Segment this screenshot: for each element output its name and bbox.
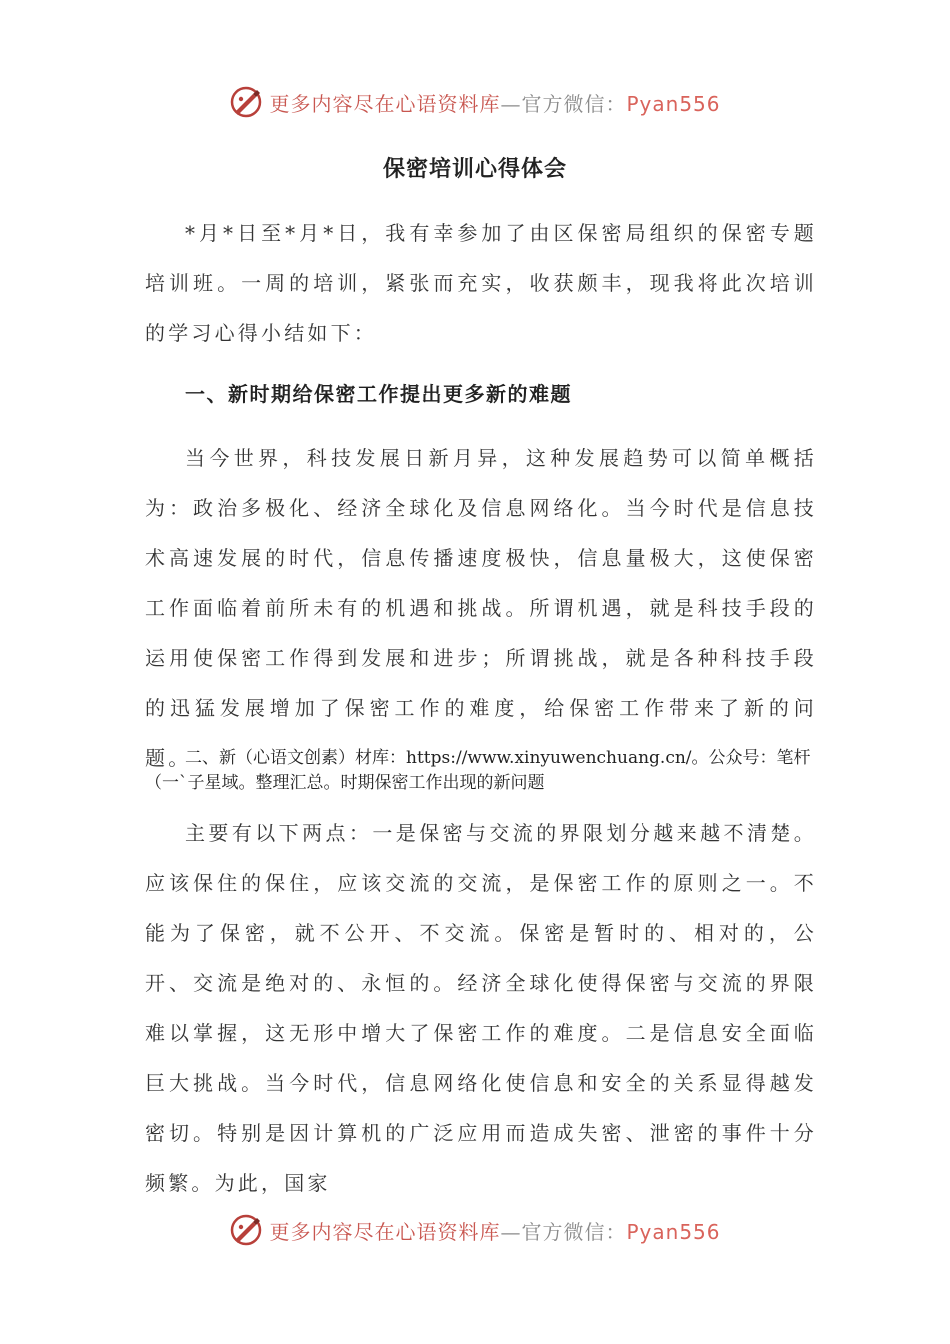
watermark-text (269, 1216, 720, 1245)
watermark-banner-bottom (0, 1210, 950, 1250)
watermark-main: 更多内容尽在心语资料库 (269, 1219, 501, 1244)
pen-logo-icon (229, 1213, 263, 1247)
pen-logo-icon (229, 85, 263, 119)
watermark-wechat-label: 官方微信： (521, 1219, 627, 1244)
section1-heading: 一、新时期给保密工作提出更多新的难题 (185, 382, 572, 406)
watermark-text (269, 88, 720, 117)
watermark-wechat-id: Pyan556 (626, 91, 721, 116)
watermark-separator: — (500, 1219, 522, 1244)
watermark-banner-top (0, 82, 950, 122)
watermark-wechat-id: Pyan556 (626, 1219, 721, 1244)
section2-paragraph: 主要有以下两点：一是保密与交流的界限划分越来越不清楚。应该保住的保住，应该交流的交流，是保密工作的原则之一。不能为了保密，就不公开、不交流。保密是暂时的、相对的，公开、交流是绝对的、永恒的。经济全球化使得保密与交流的界限难以掌握，这无形中增大了保密工作的难度。二是信息安全面临巨大挑战。当今时代，信息网络化使信息和安全的关系显得越发密切。特别是因计算机的广泛应用而造成失密、泄密的事件十分频繁。为此，国家 (145, 821, 817, 1195)
intro-paragraph: *月*日至*月*日，我有幸参加了由区保密局组织的保密专题培训班。一周的培训，紧张而充实，收获颇丰，现我将此次培训的学习心得小结如下： (145, 221, 817, 345)
watermark-main: 更多内容尽在心语资料库 (269, 91, 501, 116)
watermark-separator: — (500, 91, 522, 116)
section2-heading-with-watermark: 二、新（心语文创素）材库：https://www.xinyuwenchuang.cn/。公众号：笔杆（一`子星域。整理汇总。时期保密工作出现的新问题 (145, 748, 811, 793)
section1-paragraph: 当今世界，科技发展日新月异，这种发展趋势可以简单概括为：政治多极化、经济全球化及信息网络化。当今时代是信息技术高速发展的时代，信息传播速度极快，信息量极大，这使保密工作面临着前所未有的机遇和挑战。所谓机遇，就是科技手段的运用使保密工作得到发展和进步；所谓挑战，就是各种科技手段的迅猛发展增加了保密工作的难度，给保密工作带来了新的问题。 (145, 446, 817, 770)
watermark-wechat-label: 官方微信： (521, 91, 627, 116)
document-title: 保密培训心得体会 (382, 156, 567, 182)
